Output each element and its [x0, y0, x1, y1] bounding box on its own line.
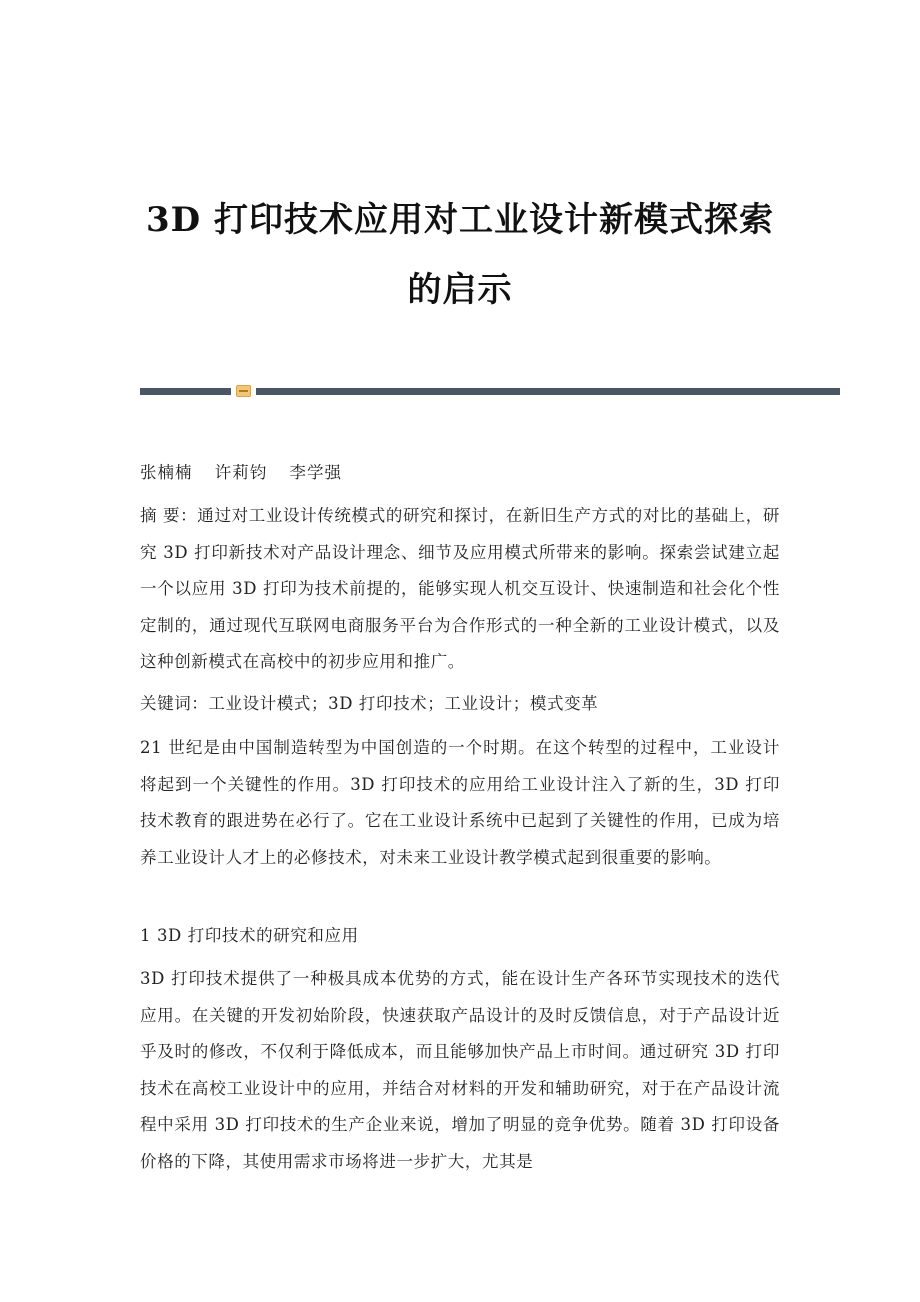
title-divider	[140, 385, 840, 397]
title-line-2: 的启示	[407, 270, 513, 310]
keywords-line: 关键词：工业设计模式；3D 打印技术；工业设计；模式变革	[140, 694, 599, 713]
divider-bar-left	[140, 388, 231, 395]
author-name: 张楠楠	[140, 463, 193, 482]
author-name: 李学强	[289, 463, 342, 482]
author-name: 许莉钧	[214, 463, 268, 482]
title-line-1: 3D 打印技术应用对工业设计新模式探索	[146, 200, 774, 240]
abstract-paragraph: 摘 要：通过对工业设计传统模式的研究和探讨，在新旧生产方式的对比的基础上，研究 3D 打印新技术对产品设计理念、细节及应用模式所带来的影响。探索尝试建立起一个以应用 3D 打印为技术前提的，能够实现人机交互设计、快速制造和社会化个性定制的，通过现代互联网电商服务平台为合作形式的一种全新的工业设计模式，以及这种创新模式在高校中的初步应用和推广。	[140, 506, 780, 671]
section-heading: 1 3D 打印技术的研究和应用	[140, 926, 359, 945]
intro-paragraph: 21 世纪是由中国制造转型为中国创造的一个时期。在这个转型的过程中，工业设计将起到一个关键性的作用。3D 打印技术的应用给工业设计注入了新的生，3D 打印技术教育的跟进势在必行了。它在工业设计系统中已起到了关键性的作用，已成为培养工业设计人才上的必修技术，对未来工业设计教学模式起到很重要的影响。	[140, 738, 780, 867]
author-list	[140, 459, 780, 483]
divider-bar-right	[256, 388, 840, 395]
section-body-paragraph: 3D 打印技术提供了一种极具成本优势的方式，能在设计生产各环节实现技术的迭代应用。在关键的开发初始阶段，快速获取产品设计的及时反馈信息，对于产品设计近乎及时的修改，不仅利于降低成本，而且能够加快产品上市时间。通过研究 3D 打印技术在高校工业设计中的应用，并结合对材料的开发和辅助研究，对于在产品设计流程中采用 3D 打印技术的生产企业来说，增加了明显的竞争优势。随着 3D 打印设备价格的下降，其使用需求市场将进一步扩大，尤其是	[140, 969, 780, 1171]
divider-emblem-icon	[236, 385, 251, 397]
